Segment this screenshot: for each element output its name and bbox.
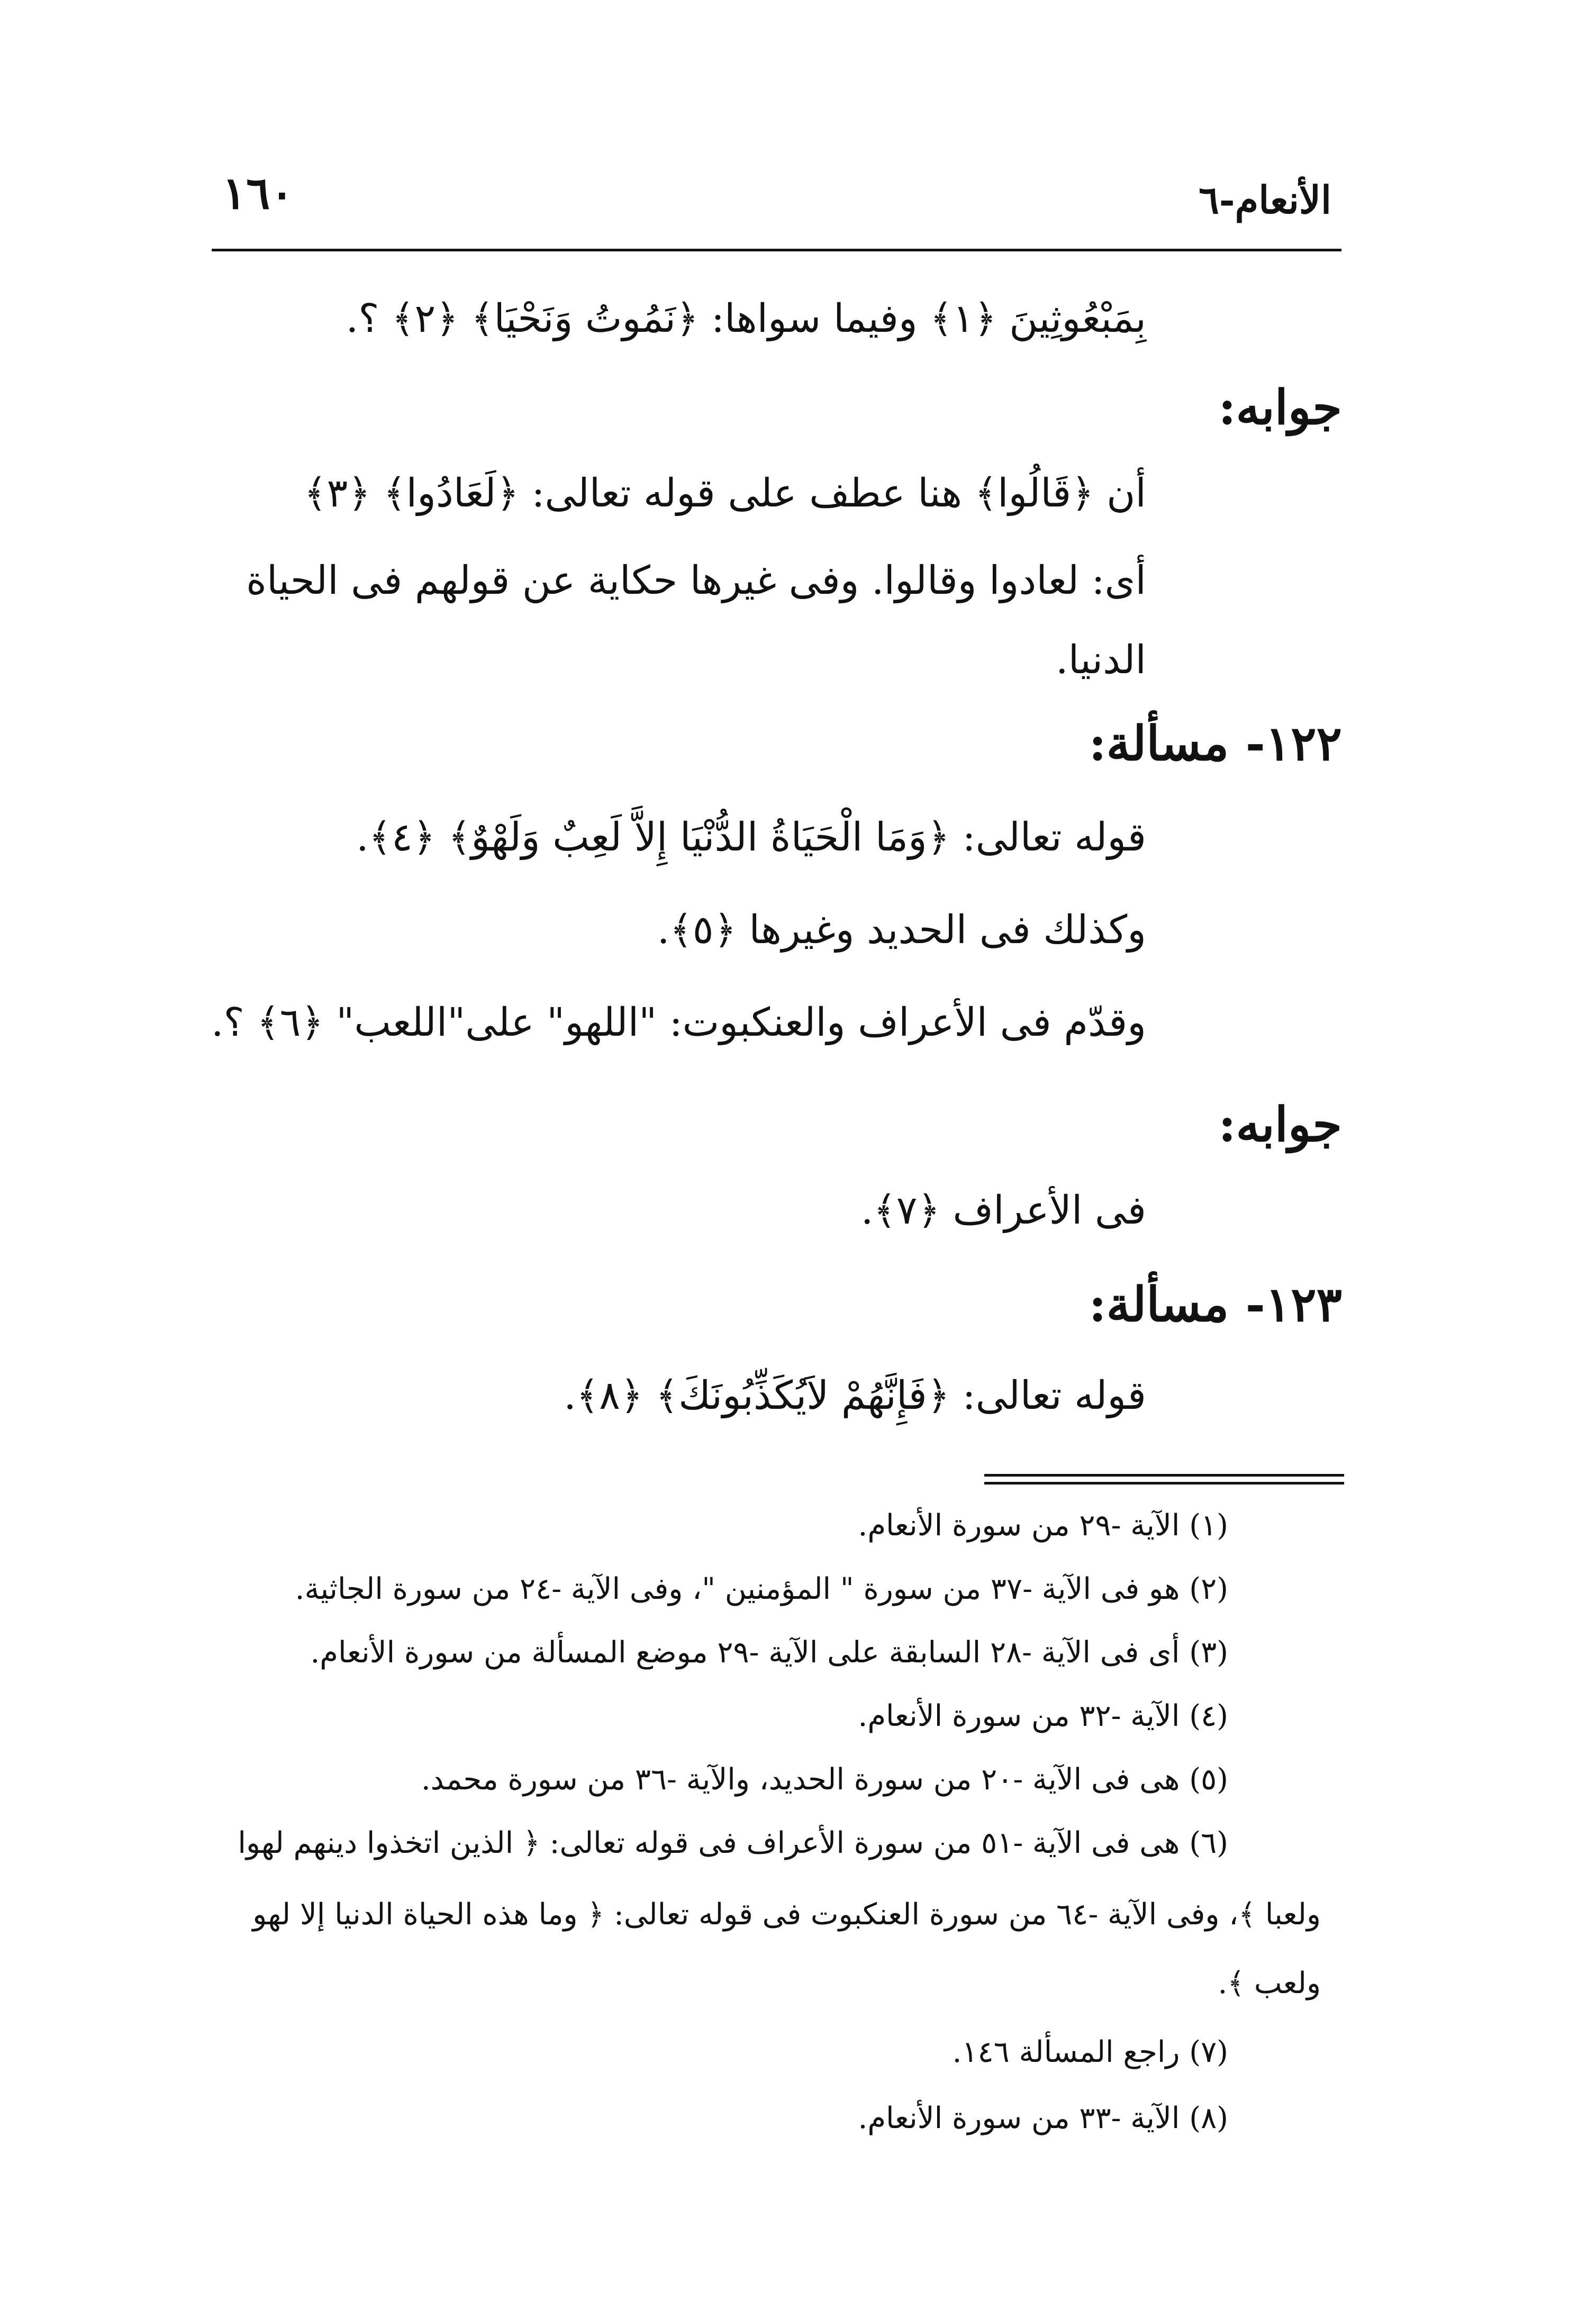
answer-heading-2: جوابه: bbox=[1218, 1097, 1342, 1153]
footnote-4: (٤) الآية -٣٢ من سورة الأنعام. bbox=[858, 1699, 1228, 1733]
footnote-3: (٣) أى فى الآية -٢٨ السابقة على الآية -٢٩ موضع المسألة من سورة الأنعام. bbox=[310, 1635, 1228, 1670]
header-rule bbox=[212, 249, 1341, 251]
footnote-rule-bottom bbox=[984, 1482, 1344, 1485]
body-line-1: بِمَبْعُوثِينَ ﴿١﴾ وفيما سواها: ﴿نَمُوتُ وَنَحْيَا﴾ ﴿٢﴾ ؟. bbox=[346, 296, 1146, 341]
question-heading-122: ١٢٢- مسألة: bbox=[1089, 716, 1342, 772]
body-line-4: الدنيا. bbox=[1056, 637, 1146, 683]
footnote-5: (٥) هى فى الآية -٢٠ من سورة الحديد، والآية -٣٦ من سورة محمد. bbox=[421, 1762, 1228, 1797]
page-number: ١٦٠ bbox=[222, 167, 294, 219]
body-line-2: أن ﴿قَالُوا﴾ هنا عطف على قوله تعالى: ﴿لَعَادُوا﴾ ﴿٣﴾ bbox=[304, 470, 1146, 516]
question-heading-123: ١٢٣- مسألة: bbox=[1089, 1277, 1342, 1333]
body-line-9: قوله تعالى: ﴿فَإِنَّهُمْ لاَيُكَذِّبُونَكَ﴾ ﴿٨﴾. bbox=[564, 1373, 1146, 1418]
answer-heading-1: جوابه: bbox=[1218, 379, 1342, 436]
footnote-7: (٧) راجع المسألة ١٤٦. bbox=[952, 2035, 1228, 2069]
chapter-title: الأنعام-٦ bbox=[1199, 177, 1331, 222]
body-line-7: وقدّم فى الأعراف والعنكبوت: "اللهو" على"اللعب" ﴿٦﴾ ؟. bbox=[211, 1000, 1146, 1045]
body-line-5: قوله تعالى: ﴿وَمَا الْحَيَاةُ الدُّنْيَا إِلاَّ لَعِبٌ وَلَهْوٌ﴾ ﴿٤﴾. bbox=[356, 814, 1146, 860]
footnote-2: (٢) هو فى الآية -٣٧ من سورة " المؤمنين "، وفى الآية -٢٤ من سورة الجاثية. bbox=[295, 1572, 1228, 1606]
body-line-6: وكذلك فى الحديد وغيرها ﴿٥﴾. bbox=[657, 907, 1146, 953]
footnote-6-line-1: (٦) هى فى الآية -٥١ من سورة الأعراف فى قوله تعالى: ﴿ الذين اتخذوا دينهم لهوا bbox=[238, 1826, 1228, 1860]
body-line-3: أى: لعادوا وقالوا. وفى غيرها حكاية عن قولهم فى الحياة bbox=[246, 558, 1146, 603]
footnote-6-line-2: ولعبا ﴾، وفى الآية -٦٤ من سورة العنكبوت فى قوله تعالى: ﴿ وما هذه الحياة الدنيا إلا لهو bbox=[252, 1897, 1321, 1932]
footnote-8: (٨) الآية -٣٣ من سورة الأنعام. bbox=[858, 2101, 1228, 2135]
footnote-6-line-3: ولعب ﴾. bbox=[1218, 1966, 1321, 2001]
footnote-rule-top bbox=[984, 1474, 1344, 1477]
body-line-8: فى الأعراف ﴿٧﴾. bbox=[860, 1188, 1146, 1233]
footnote-1: (١) الآية -٢٩ من سورة الأنعام. bbox=[858, 1508, 1228, 1543]
